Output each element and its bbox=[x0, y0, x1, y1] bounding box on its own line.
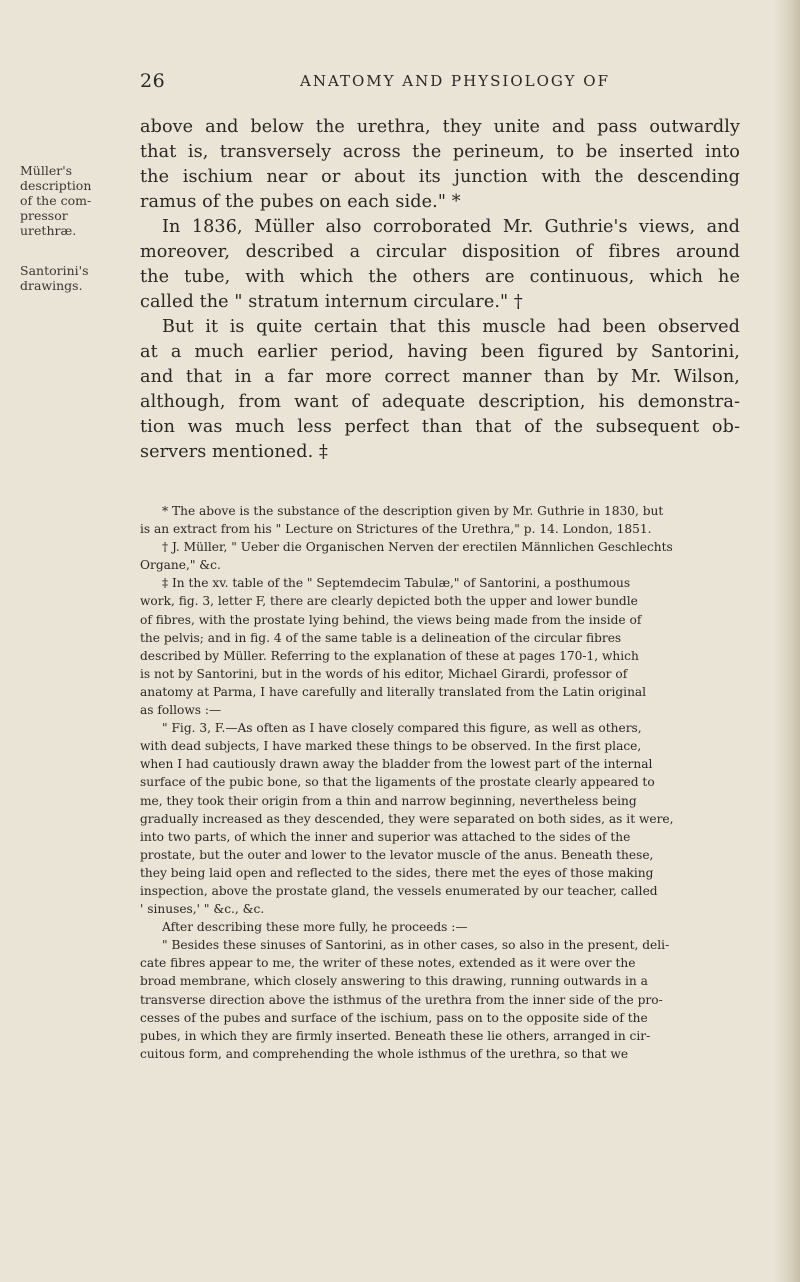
margin-note-line: pressor bbox=[20, 208, 68, 223]
footnote-line: Organe," &c. bbox=[140, 558, 221, 573]
body-line: But it is quite certain that this muscle had been observed bbox=[162, 317, 740, 337]
footnote-line: with dead subjects, I have marked these things to be observed. In the first place, bbox=[140, 739, 642, 754]
footnote-line: broad membrane, which closely answering to this drawing, running outwards in a bbox=[140, 974, 648, 989]
margin-note-line: of the com- bbox=[20, 193, 92, 208]
margin-note-line: urethræ. bbox=[20, 223, 77, 238]
body-line: In 1836, Müller also corroborated Mr. Guthrie's views, and bbox=[162, 217, 740, 237]
body-line: and that in a far more correct manner than by Mr. Wilson, bbox=[140, 367, 740, 387]
footnote-line: is not by Santorini, but in the words of his editor, Michael Girardi, professor of bbox=[140, 666, 628, 681]
footnote-line: surface of the pubic bone, so that the ligaments of the prostate clearly appeared to bbox=[140, 775, 655, 790]
footnote-line: † J. Müller, " Ueber die Organischen Nerven der erectilen Männlichen Geschlechts bbox=[162, 540, 673, 555]
margin-note-line: description bbox=[20, 178, 92, 193]
margin-note-line: Santorini's bbox=[20, 263, 89, 278]
footnote-line: they being laid open and reflected to the sides, there met the eyes of those making bbox=[140, 865, 654, 880]
footnote-line: prostate, but the outer and lower to the levator muscle of the anus. Beneath these, bbox=[140, 847, 654, 862]
footnote-line: when I had cautiously drawn away the bladder from the lowest part of the internal bbox=[140, 757, 653, 772]
footnote-line: me, they took their origin from a thin and narrow beginning, nevertheless being bbox=[140, 793, 637, 808]
footnote-line: cesses of the pubes and surface of the ischium, pass on to the opposite side of the bbox=[140, 1010, 648, 1025]
footnote-line: pubes, in which they are firmly inserted. Beneath these lie others, arranged in cir- bbox=[140, 1028, 651, 1043]
body-line: the ischium near or about its junction with the descending bbox=[140, 167, 740, 187]
footnote-line: ‡ In the xv. table of the " Septemdecim Tabulæ," of Santorini, a posthumous bbox=[162, 576, 631, 591]
footnote-line: inspection, above the prostate gland, the vessels enumerated by our teacher, called bbox=[140, 883, 658, 898]
body-line: although, from want of adequate description, his demonstra- bbox=[140, 392, 740, 412]
footnote-line: is an extract from his " Lecture on Strictures of the Urethra," p. 14. London, 1851. bbox=[140, 522, 652, 537]
footnotes bbox=[140, 502, 740, 1063]
running-title: ANATOMY AND PHYSIOLOGY OF bbox=[300, 72, 610, 90]
body-line: tion was much less perfect than that of the subsequent ob- bbox=[140, 417, 740, 437]
margin-note-santorini bbox=[20, 263, 120, 293]
footnote-line: anatomy at Parma, I have carefully and literally translated from the Latin original bbox=[140, 684, 647, 699]
footnote-line: * The above is the substance of the description given by Mr. Guthrie in 1830, but bbox=[162, 504, 664, 518]
footnote-line: " Fig. 3, F.—As often as I have closely compared this figure, as well as others, bbox=[162, 721, 642, 736]
footnote-line: gradually increased as they descended, they were separated on both sides, as it were, bbox=[140, 811, 674, 826]
page-header bbox=[140, 70, 740, 100]
body-line: at a much earlier period, having been figured by Santorini, bbox=[140, 342, 740, 362]
body-line: that is, transversely across the perineum, to be inserted into bbox=[140, 142, 740, 162]
footnote-line: as follows :— bbox=[140, 703, 222, 718]
footnote-line: the pelvis; and in fig. 4 of the same table is a delineation of the circular fibres bbox=[140, 630, 622, 645]
footnote-line: transverse direction above the isthmus of the urethra from the inner side of the pro- bbox=[140, 992, 663, 1007]
body-line: moreover, described a circular disposition of fibres around bbox=[140, 242, 740, 262]
main-paragraphs bbox=[140, 115, 740, 465]
footnote-line: described by Müller. Referring to the explanation of these at pages 170-1, which bbox=[140, 648, 639, 663]
body-line: above and below the urethra, they unite and pass outwardly bbox=[140, 117, 740, 137]
body-line: the tube, with which the others are continuous, which he bbox=[140, 267, 740, 287]
body-line: servers mentioned. ‡ bbox=[140, 442, 328, 462]
margin-note-muller bbox=[20, 163, 120, 238]
footnote-line: of fibres, with the prostate lying behind, the views being made from the inside of bbox=[140, 612, 642, 627]
footnote-line: cate fibres appear to me, the writer of these notes, extended as it were over the bbox=[140, 956, 636, 971]
footnote-line: into two parts, of which the inner and superior was attached to the sides of the bbox=[140, 829, 631, 844]
page-number: 26 bbox=[140, 70, 166, 92]
footnote-line: " Besides these sinuses of Santorini, as in other cases, so also in the present, deli- bbox=[162, 938, 670, 953]
footnote-line: cuitous form, and comprehending the whole isthmus of the urethra, so that we bbox=[140, 1046, 629, 1061]
body-line: called the " stratum internum circulare." † bbox=[140, 292, 523, 312]
body-line: ramus of the pubes on each side." * bbox=[140, 192, 461, 212]
footnote-line: ' sinuses,' " &c., &c. bbox=[140, 902, 265, 917]
margin-note-line: drawings. bbox=[20, 278, 83, 293]
margin-note-line: Müller's bbox=[20, 163, 73, 178]
page-edge-shadow bbox=[774, 0, 800, 1282]
footnote-line: work, fig. 3, letter F, there are clearly depicted both the upper and lower bundle bbox=[140, 594, 638, 609]
footnote-line: After describing these more fully, he proceeds :— bbox=[162, 920, 468, 935]
